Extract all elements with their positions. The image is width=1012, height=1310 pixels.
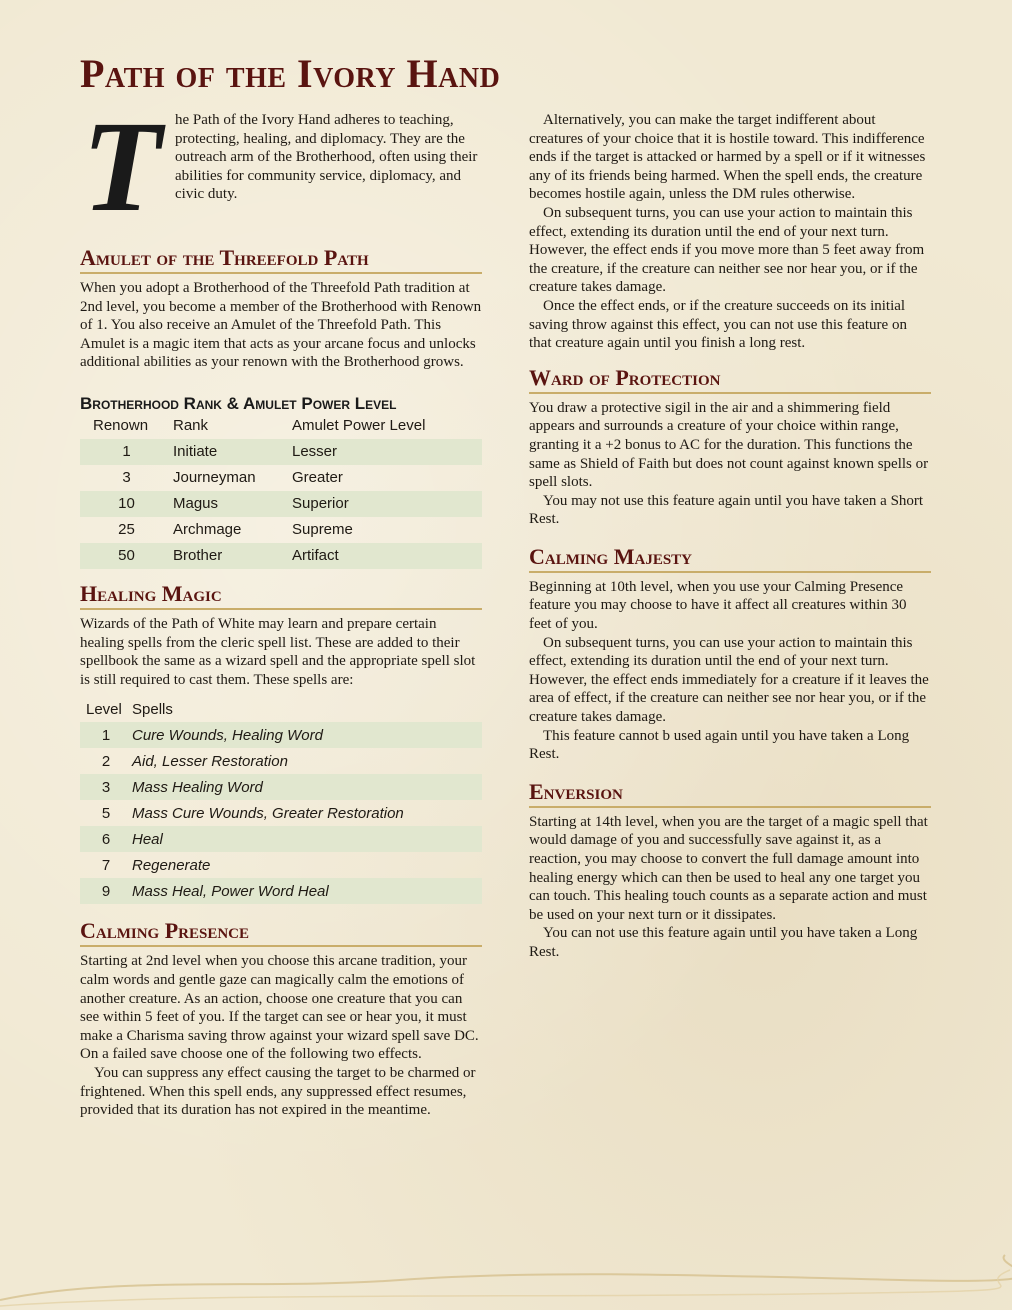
rank-value: Journeyman <box>173 469 256 487</box>
right-column <box>529 111 931 962</box>
left-column <box>80 95 482 1120</box>
renown-value: 1 <box>80 439 173 465</box>
table-row <box>80 826 482 852</box>
heading-calming-majesty: Calming Majesty <box>529 544 931 573</box>
rank-table-title: Brotherhood Rank & Amulet Power Level <box>80 393 397 413</box>
spell-level: 2 <box>101 752 111 770</box>
table-row <box>80 491 482 517</box>
table-row <box>80 800 482 826</box>
table-row <box>80 722 482 748</box>
spell-table-header <box>80 697 482 722</box>
effect-ends-text: Once the effect ends, or if the creature succeeds on its initial saving throw against this effect, you can not use this feature on that creature again until you finish a long rest. <box>529 297 907 352</box>
majesty-text-3: This feature cannot b used again until you have taken a Long Rest. <box>529 727 910 763</box>
calming-presence-text-2: You can suppress any effect causing the target to be charmed or frightened. When this spell ends, any suppressed effect resumes, provided that its duration has not expired in the meantime. <box>80 1064 476 1119</box>
intro-text: he Path of the Ivory Hand adheres to teaching, protecting, healing, and diplomacy. They are the outreach arm of the Brotherhood, often using their abilities for community service, diplomacy, and civic duty. <box>175 112 478 203</box>
rank-value: Archmage <box>173 521 242 539</box>
spell-list: Cure Wounds, Healing Word <box>132 722 482 748</box>
rank-table-header <box>80 414 482 439</box>
spell-list: Mass Heal, Power Word Heal <box>132 878 482 904</box>
ward-text-1: You draw a protective sigil in the air and a shimmering field appears and surrounds a creature of your choice within range, granting it a +2 bonus to AC for the duration. This functions the same as Shield of Faith but does not count against known spells or spell slots. <box>529 399 929 491</box>
spell-level: 6 <box>80 826 132 852</box>
header-level: Level <box>86 700 122 718</box>
heading-amulet: Amulet of the Threefold Path <box>80 245 482 274</box>
table-row <box>80 748 482 774</box>
header-renown: Renown <box>93 417 149 435</box>
power-level-value: Supreme <box>292 521 353 539</box>
renown-value: 3 <box>122 469 131 487</box>
heading-calming-presence: Calming Presence <box>80 918 482 947</box>
spell-list: Regenerate <box>132 856 211 874</box>
header-rank: Rank <box>173 417 209 435</box>
heading-ward-of-protection: Ward of Protection <box>529 365 931 394</box>
table-row <box>80 543 482 569</box>
rank-value: Brother <box>173 543 292 569</box>
header-spells: Spells <box>132 700 173 718</box>
table-row <box>80 878 482 904</box>
table-row <box>80 774 482 800</box>
calming-presence-text-1: Starting at 2nd level when you choose this arcane tradition, your calm words and gentle gaze can magically calm the emotions of another creature. As an action, choose one creature that you can see within 5 feet of you. If the target can see or hear you, it must make a Charisma saving throw against your wizard spell save DC. On a failed save choose one of the following two effects. <box>80 953 479 1063</box>
spell-level: 9 <box>80 878 132 904</box>
spell-level: 1 <box>80 722 132 748</box>
table-row <box>80 465 482 491</box>
ward-text-2: You may not use this feature again until you have taken a Short Rest. <box>529 492 924 528</box>
table-row <box>80 439 482 465</box>
page-title: Path of the Ivory Hand <box>80 51 501 96</box>
spell-list: Aid, Lesser Restoration <box>132 752 288 770</box>
spell-level: 7 <box>101 856 111 874</box>
spell-list: Heal <box>132 826 482 852</box>
majesty-text-2: On subsequent turns, you can use your action to maintain this effect, extending its duration until the end of your next turn. However, the effect ends immediately for a creature if it leaves the area of effect, if the creature can neither see nor hear you, or if the creature takes damage. <box>529 634 929 726</box>
rank-table <box>80 414 482 569</box>
majesty-text-1: Beginning at 10th level, when you use your Calming Presence feature you may choose to have it affect all creatures within 30 feet of you. <box>529 578 907 633</box>
header-power-level: Amulet Power Level <box>292 417 426 435</box>
spell-list: Mass Cure Wounds, Greater Restoration <box>132 804 404 822</box>
power-level-value: Artifact <box>292 543 482 569</box>
footer-ornament <box>0 1250 1012 1310</box>
healing-text: Wizards of the Path of White may learn and prepare certain healing spells from the cleric spell list. These are added to their spellbook the same as a wizard spell and the appropriate spell slot is still required to cast them. These spells are: <box>80 615 476 688</box>
heading-enversion: Enversion <box>529 779 931 808</box>
renown-value: 25 <box>118 521 135 539</box>
enversion-text-1: Starting at 14th level, when you are the target of a magic spell that would damage of you and successfully save against it, as a reaction, you may choose to convert the full damage amount into healing energy which can then be used to heal any one target you can touch. This healing touch counts as a separate action and must be used on your next turn or it dissipates. <box>529 813 928 923</box>
indifference-text: Alternatively, you can make the target indifferent about creatures of your choice that it is hostile toward. This indifference ends if the target is attacked or harmed by a spell or if it witnesses any of its friends being harmed. When the spell ends, the creature becomes hostile again, unless the DM rules otherwise. <box>529 112 926 203</box>
amulet-text: When you adopt a Brotherhood of the Threefold Path tradition at 2nd level, you become a member of the Brotherhood with Renown of 1. You also receive an Amulet of the Threefold Path. This Amulet is a magic item that acts as your arcane focus and unlocks additional abilities as your renown with the Brotherhood grows. <box>80 280 482 371</box>
power-level-value: Lesser <box>292 439 482 465</box>
power-level-value: Superior <box>292 491 482 517</box>
table-row <box>80 517 482 543</box>
dropcap-letter: T <box>82 95 162 239</box>
heading-healing-magic: Healing Magic <box>80 581 482 610</box>
spell-level: 3 <box>80 774 132 800</box>
spell-level: 5 <box>101 804 111 822</box>
spell-table <box>80 697 482 904</box>
subsequent-turns-text: On subsequent turns, you can use your action to maintain this effect, extending its duration until the end of your next turn. However, the effect ends if you move more than 5 feet away from the creature, if the creature can neither see nor hear you, or if the creature takes damage. <box>529 204 925 296</box>
table-row <box>80 852 482 878</box>
power-level-value: Greater <box>292 469 343 487</box>
renown-value: 10 <box>80 491 173 517</box>
spell-list: Mass Healing Word <box>132 774 482 800</box>
intro-block <box>80 95 482 239</box>
rank-value: Initiate <box>173 439 292 465</box>
enversion-text-2: You can not use this feature again until you have taken a Long Rest. <box>529 925 918 960</box>
renown-value: 50 <box>80 543 173 569</box>
rank-value: Magus <box>173 491 292 517</box>
